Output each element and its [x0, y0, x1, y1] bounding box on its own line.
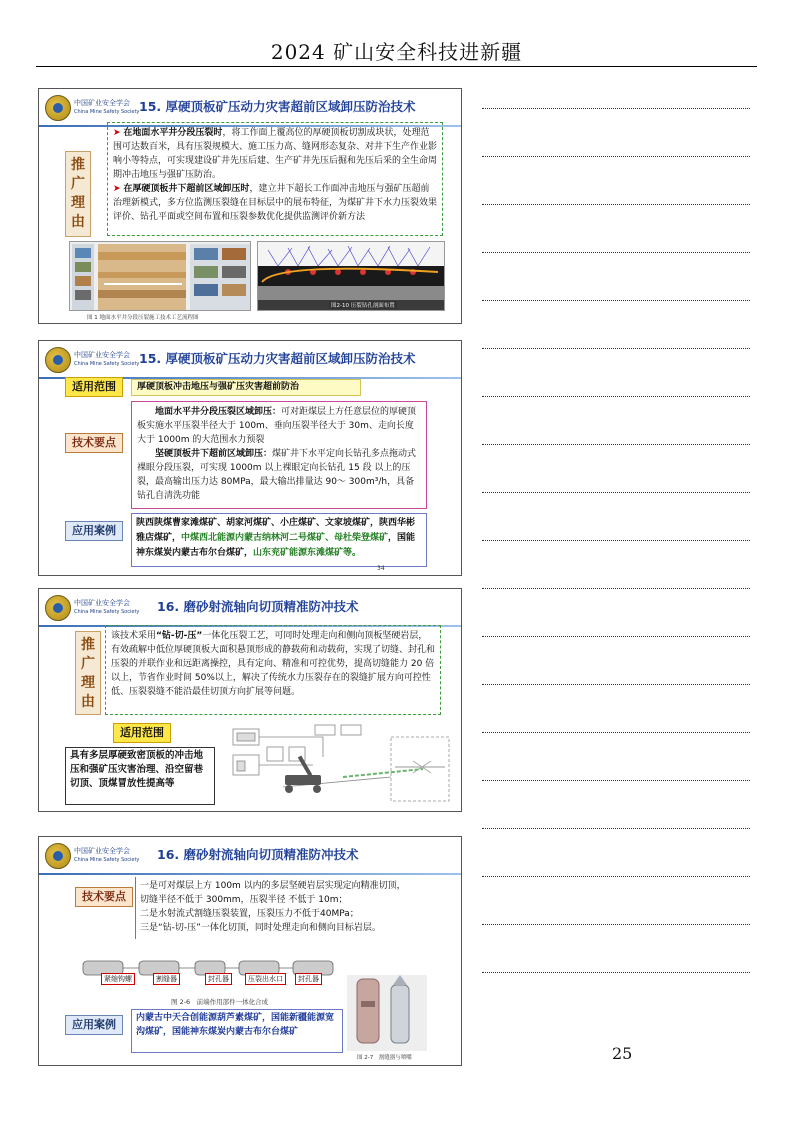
reason-paragraph-2: ➤ 在厚硬顶板井下超前区域卸压时，建立井下超长工作面冲击地压与强矿压超前治理新模式，多方位监测压裂缝在目标层中的展布特征，为煤矿井下水力压裂效果评价、钻孔平面或空间布置和压裂参数优化提供监测评价新方法	[113, 184, 438, 222]
reason-box	[107, 122, 443, 236]
note-line[interactable]	[482, 492, 750, 493]
slide-page-number: 34	[377, 565, 385, 572]
case-label: 应用案例	[65, 1015, 123, 1035]
logo-emblem-icon	[45, 595, 71, 621]
header-rule	[36, 66, 757, 67]
part-label: 紧缩钩螺	[101, 973, 135, 985]
society-logo: 中国矿业安全学会 China Mine Safety Society	[45, 843, 127, 869]
process-flow-diagram	[70, 242, 251, 311]
note-line[interactable]	[482, 636, 750, 637]
tech-points-box	[131, 401, 427, 509]
part-label: 封孔器	[205, 973, 232, 985]
note-line[interactable]	[482, 828, 750, 829]
scope-label: 适用范围	[113, 723, 171, 743]
note-line[interactable]	[482, 684, 750, 685]
note-line[interactable]	[482, 156, 750, 157]
cutter-nozzle-image	[347, 975, 427, 1051]
note-line[interactable]	[482, 732, 750, 733]
scope-label: 适用范围	[65, 377, 123, 397]
figure-caption-2: 图2-10 压裂钻孔剖面布置	[331, 303, 395, 309]
part-label: 割缝器	[153, 973, 180, 985]
logo-emblem-icon	[45, 843, 71, 869]
note-line[interactable]	[482, 396, 750, 397]
tech-label: 技术要点	[65, 433, 123, 453]
note-line[interactable]	[482, 204, 750, 205]
note-line[interactable]	[482, 972, 750, 973]
case-box: 内蒙古中天合创能源葫芦素煤矿，国能新疆能源宽沟煤矿，国能神东煤炭内蒙古布尔台煤矿	[131, 1009, 343, 1053]
assembly-diagram	[79, 945, 339, 995]
page-header: 2024 矿山安全科技进新疆	[270, 40, 523, 64]
label-tuiguang-liyou: 推 广 理 由	[65, 151, 91, 237]
process-flow-figure	[69, 241, 251, 311]
tech-points-box: 一是可对煤层上方 100m 以内的多层坚硬岩层实现定向精准切顶， 切缝半径不低于 300mm，压裂半径 不低于 10m； 二是水射流式割缝压裂装置，压裂压力不低于40MPa； 三是“钻-切-压”一体化切顶，同时处理走向和侧向目标岩层。	[135, 877, 435, 939]
label-tuiguang-liyou: 推 广 理 由	[75, 631, 101, 715]
page-number: 25	[612, 1044, 633, 1063]
note-line[interactable]	[482, 540, 750, 541]
note-line[interactable]	[482, 444, 750, 445]
note-line[interactable]	[482, 588, 750, 589]
note-line[interactable]	[482, 108, 750, 109]
society-logo: 中国矿业安全学会 China Mine Safety Society	[45, 347, 127, 373]
logo-emblem-icon	[45, 95, 71, 121]
note-line[interactable]	[482, 252, 750, 253]
slide-4	[38, 836, 462, 1066]
photo-caption: 图 2-7 割缝器与喷嘴	[357, 1055, 412, 1061]
logo-emblem-icon	[45, 347, 71, 373]
cutter-nozzle-photo	[347, 975, 427, 1051]
slide-title: 16. 磨砂射流轴向切顶精准防冲技术	[157, 847, 359, 862]
part-label: 压裂出水口	[245, 973, 286, 985]
equipment-layout-figure	[223, 717, 451, 807]
society-logo: 中国矿业安全学会 China Mine Safety Society	[45, 95, 127, 121]
case-label: 应用案例	[65, 521, 123, 541]
tech-point-2: 坚硬顶板井下超前区域卸压：煤矿井下水平定向长钻孔多点拖动式裸眼分段压裂，可实现 1000m 以上裸眼定向长钻孔 15 段 以上的压裂，最高输出压力达 80MPa，最大输出排量达 90～ 300m³/h，具备钻孔自清洗功能	[137, 449, 417, 501]
note-line[interactable]	[482, 300, 750, 301]
tech-label: 技术要点	[75, 887, 133, 907]
figure-caption: 图 1 地面水平井分段压裂施工技术工艺流程图	[87, 315, 199, 321]
tech-point-1: 地面水平井分段压裂区域卸压：可对距煤层上方任意层位的厚硬顶板实施水平压裂半径大于 100m、垂向压裂半径大于 30m、走向长度大于 1000m 的大范围水力预裂	[137, 407, 417, 445]
slide-title: 15. 厚硬顶板矿压动力灾害超前区域卸压防治技术	[139, 351, 416, 366]
slide-3	[38, 588, 462, 812]
reason-box: 该技术采用“钻-切-压”一体化压裂工艺，可同时处理走向和侧向顶板坚硬岩层，有效疏解中低位厚硬顶板大面积悬顶形成的静载荷和动载荷，实现了切缝、封孔和压裂的并联作业和远距离操控，具有定向、精准和可控优势，提高切缝能力 20 倍以上，节省作业时间 50%以上，解决了传统水力压裂存在的裂缝扩展方向可控性低、压裂裂缝不能沿最佳切顶方向扩展等问题。	[105, 625, 441, 715]
reason-paragraph-1: ➤ 在地面水平井分段压裂时，将工作面上覆高位的厚硬顶板切割成块状，处理范围可达数百米，具有压裂规模大、施工压力高、缝网形态复杂、对井下生产作业影响小等特点，可实现建设矿井先压后建、生产矿井先压后掘和先压后采的全生命周期冲击地压与强矿压防治。	[113, 128, 438, 180]
equipment-layout-diagram	[223, 717, 451, 807]
note-line[interactable]	[482, 924, 750, 925]
part-label: 封孔器	[295, 973, 322, 985]
scope-text: 具有多层厚硬致密顶板的冲击地压和强矿压灾害治理、沿空留巷切顶、顶煤冒放性提高等	[65, 747, 215, 805]
note-line[interactable]	[482, 780, 750, 781]
slide-title: 16. 磨砂射流轴向切顶精准防冲技术	[157, 599, 359, 614]
scope-text: 厚硬顶板冲击地压与强矿压灾害超前防治	[131, 379, 361, 396]
slide-title: 15. 厚硬顶板矿压动力灾害超前区域卸压防治技术	[139, 99, 416, 114]
slide-2	[38, 340, 462, 576]
figure-caption: 图 2-6 前端作用部件一体化合成	[171, 998, 269, 1006]
slide-1	[38, 88, 462, 324]
note-line[interactable]	[482, 348, 750, 349]
society-logo: 中国矿业安全学会 China Mine Safety Society	[45, 595, 127, 621]
assembly-figure	[79, 945, 339, 995]
note-line[interactable]	[482, 876, 750, 877]
notes-area	[482, 108, 750, 1020]
case-box: 陕西陕煤曹家滩煤矿、胡家河煤矿、小庄煤矿、文家坡煤矿，陕西华彬雅店煤矿，中煤西北能源内蒙古纳林河二号煤矿、母杜柴登煤矿，国能神东煤炭内蒙古布尔台煤矿，山东兖矿能源东滩煤矿等。	[131, 513, 427, 567]
